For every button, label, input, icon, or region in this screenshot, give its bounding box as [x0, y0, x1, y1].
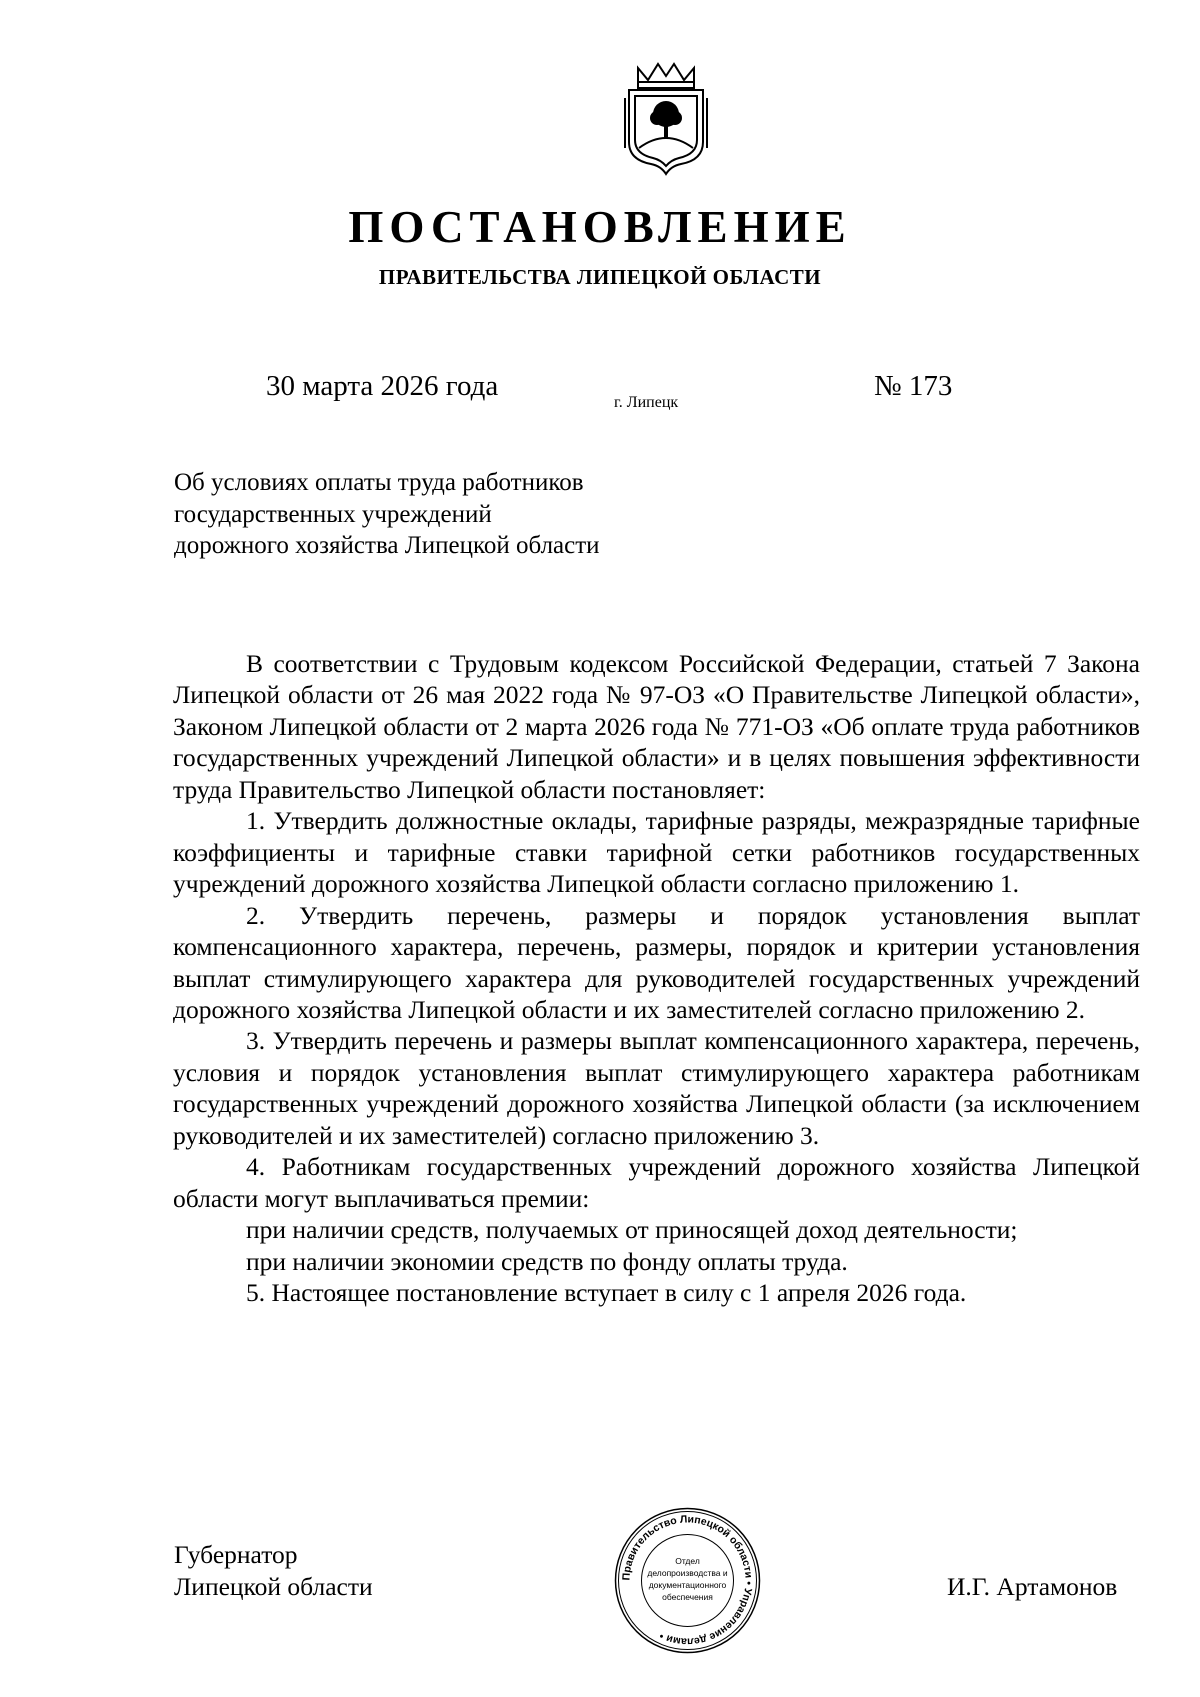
item-1-paragraph: 1. Утвердить должностные оклады, тарифные разряды, межразрядные тарифные коэффициенты и тарифные ставки тарифной сетки работников государственных учреждений дорожного хозяйства Липецкой области согласно приложению 1. — [173, 806, 1140, 899]
coat-of-arms-icon — [621, 58, 711, 176]
item-4-paragraph: 4. Работникам государственных учреждений дорожного хозяйства Липецкой области могут выплачиваться премии: — [173, 1152, 1140, 1213]
subject-line: дорожного хозяйства Липецкой области — [174, 532, 600, 559]
position-line: Липецкой области — [174, 1572, 373, 1601]
item-2-paragraph: 2. Утвердить перечень, размеры и порядок установления выплат компенсационного характера, перечень, размеры, порядок и критерии установления выплат стимулирующего характера для руководителей государственных учреждений дорожного хозяйства Липецкой области и их заместителей согласно приложению 2. — [173, 900, 1140, 1024]
document-number: № 173 — [874, 370, 953, 402]
item-4b-paragraph: при наличии экономии средств по фонду оплаты труда. — [246, 1246, 848, 1276]
document-subtitle: ПРАВИТЕЛЬСТВА ЛИПЕЦКОЙ ОБЛАСТИ — [378, 265, 822, 289]
item-5-paragraph: 5. Настоящее постановление вступает в силу с 1 апреля 2026 года. — [246, 1278, 967, 1308]
document-date: 30 марта 2026 года — [266, 370, 499, 402]
official-seal-icon — [613, 1506, 762, 1655]
seal-outer-text: Правительство Липецкой области • Управление делами • — [620, 1513, 755, 1648]
document-subject — [174, 467, 734, 562]
document-title: ПОСТАНОВЛЕНИЕ — [348, 202, 852, 252]
seal-inner-line: обеспечения — [662, 1592, 713, 1602]
seal-inner-line: Отдел — [675, 1556, 700, 1566]
document-body — [173, 648, 1140, 1309]
subject-line: государственных учреждений — [174, 500, 492, 528]
subject-line: Об условиях оплаты труда работников — [174, 469, 584, 496]
signatory-position — [174, 1539, 373, 1603]
signatory-name: И.Г. Артамонов — [947, 1572, 1118, 1601]
position-line: Губернатор — [174, 1540, 298, 1569]
seal-inner-line: делопроизводства и — [647, 1568, 728, 1578]
preamble-paragraph: В соответствии с Трудовым кодексом Российской Федерации, статьей 7 Закона Липецкой области от 26 мая 2022 года № 97-ОЗ «О Правительстве Липецкой области», Законом Липецкой области от 2 марта 2026 года № 771-ОЗ «Об оплате труда работников государственных учреждений Липецкой области» и в целях повышения эффективности труда Правительство Липецкой области постановляет: — [173, 649, 1140, 804]
document-city: г. Липецк — [614, 394, 679, 411]
item-3-paragraph: 3. Утвердить перечень и размеры выплат компенсационного характера, перечень, условия и порядок установления выплат стимулирующего характера работникам государственных учреждений дорожного хозяйства Липецкой области (за исключением руководителей и их заместителей) согласно приложению 3. — [173, 1026, 1140, 1150]
item-4a-paragraph: при наличии средств, получаемых от приносящей доход деятельности; — [246, 1215, 1018, 1245]
seal-inner-line: документационного — [648, 1580, 727, 1590]
